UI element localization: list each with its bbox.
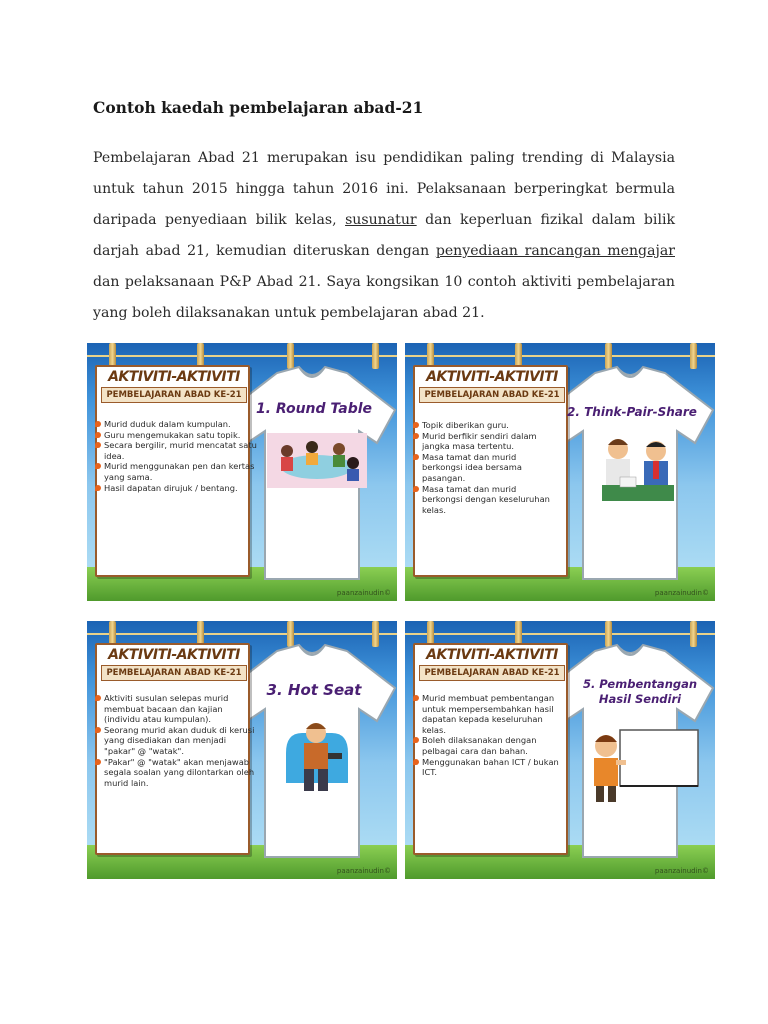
banner-title: AKTIVITI-AKTIVITI: [426, 647, 558, 663]
activity-card-pembentangan: [405, 621, 715, 879]
list-item: Seorang murid akan duduk di kerusi yang disediakan dan menjadi "pakar" @ "watak".: [95, 725, 255, 757]
list-item: Masa tamat dan murid berkongsi dengan keseluruhan kelas.: [413, 484, 553, 516]
list-item: Secara bergilir, murid mencatat satu idea.: [95, 440, 260, 461]
shirt-title: 2. Think-Pair-Share: [567, 405, 697, 419]
round-table-illustration: [267, 433, 367, 488]
credit-text: paanzainudin©: [654, 867, 709, 875]
document-heading: Contoh kaedah pembelajaran abad-21: [93, 98, 424, 117]
list-item: Aktiviti susulan selepas murid membuat bacaan dan kajian (individu atau kumpulan).: [95, 693, 255, 725]
list-item: Murid membuat pembentangan untuk mempersembahkan hasil dapatan kepada keseluruhan kelas.: [413, 693, 563, 735]
banner-subtitle: PEMBELAJARAN ABAD KE-21: [419, 665, 565, 681]
banner-title: AKTIVITI-AKTIVITI: [426, 369, 558, 385]
banner-subtitle: PEMBELAJARAN ABAD KE-21: [419, 387, 565, 403]
hot-seat-illustration: [282, 713, 352, 803]
list-item: "Pakar" @ "watak" akan menjawab segala soalan yang dilontarkan oleh murid lain.: [95, 757, 255, 789]
link-susunatur[interactable]: susunatur: [345, 212, 417, 228]
list-item: Masa tamat dan murid berkongsi idea bersama pasangan.: [413, 452, 553, 484]
shirt-title: 3. Hot Seat: [266, 681, 362, 699]
banner-title: AKTIVITI-AKTIVITI: [108, 647, 240, 663]
bullet-list: [95, 419, 260, 493]
think-pair-share-illustration: [590, 431, 685, 511]
list-item: Murid menggunakan pen dan kertas yang sama.: [95, 461, 260, 482]
banner-subtitle: PEMBELAJARAN ABAD KE-21: [101, 665, 247, 681]
list-item: Hasil dapatan dirujuk / bentang.: [95, 483, 260, 494]
credit-text: paanzainudin©: [336, 867, 391, 875]
shirt-title: 5. Pembentangan Hasil Sendiri: [582, 677, 698, 706]
banner-subtitle: PEMBELAJARAN ABAD KE-21: [101, 387, 247, 403]
list-item: Guru mengemukakan satu topik.: [95, 430, 260, 441]
shirt-title: 1. Round Table: [255, 401, 373, 417]
presentation-illustration: [580, 724, 700, 804]
list-item: Topik diberikan guru.: [413, 420, 553, 431]
bullet-list: [413, 420, 553, 515]
list-item: Boleh dilaksanakan dengan pelbagai cara dan bahan.: [413, 735, 563, 756]
intro-paragraph: Pembelajaran Abad 21 merupakan isu pendidikan paling trending di Malaysia untuk tahun 2015 hingga tahun 2016 ini. Pelaksanaan berperingkat bermula daripada penyediaan bilik kelas, susunatur dan keperluan fizikal dalam bilik darjah abad 21, kemudian diteruskan dengan penyediaan rancangan mengajar dan pelaksanaan P&P Abad 21. Saya kongsikan 10 contoh aktiviti pembelajaran yang boleh dilaksanakan untuk pembelajaran abad 21.: [93, 150, 675, 321]
bullet-list: [95, 693, 255, 788]
activity-card-round-table: [87, 343, 397, 601]
list-item: Murid duduk dalam kumpulan.: [95, 419, 260, 430]
activity-card-hot-seat: [87, 621, 397, 879]
list-item: Murid berfikir sendiri dalam jangka masa tertentu.: [413, 431, 553, 452]
link-rancangan-mengajar[interactable]: penyediaan rancangan mengajar: [435, 243, 675, 259]
activity-card-think-pair-share: [405, 343, 715, 601]
credit-text: paanzainudin©: [336, 589, 391, 597]
credit-text: paanzainudin©: [654, 589, 709, 597]
bullet-list: [413, 693, 563, 778]
list-item: Menggunakan bahan ICT / bukan ICT.: [413, 757, 563, 778]
banner-title: AKTIVITI-AKTIVITI: [108, 369, 240, 385]
